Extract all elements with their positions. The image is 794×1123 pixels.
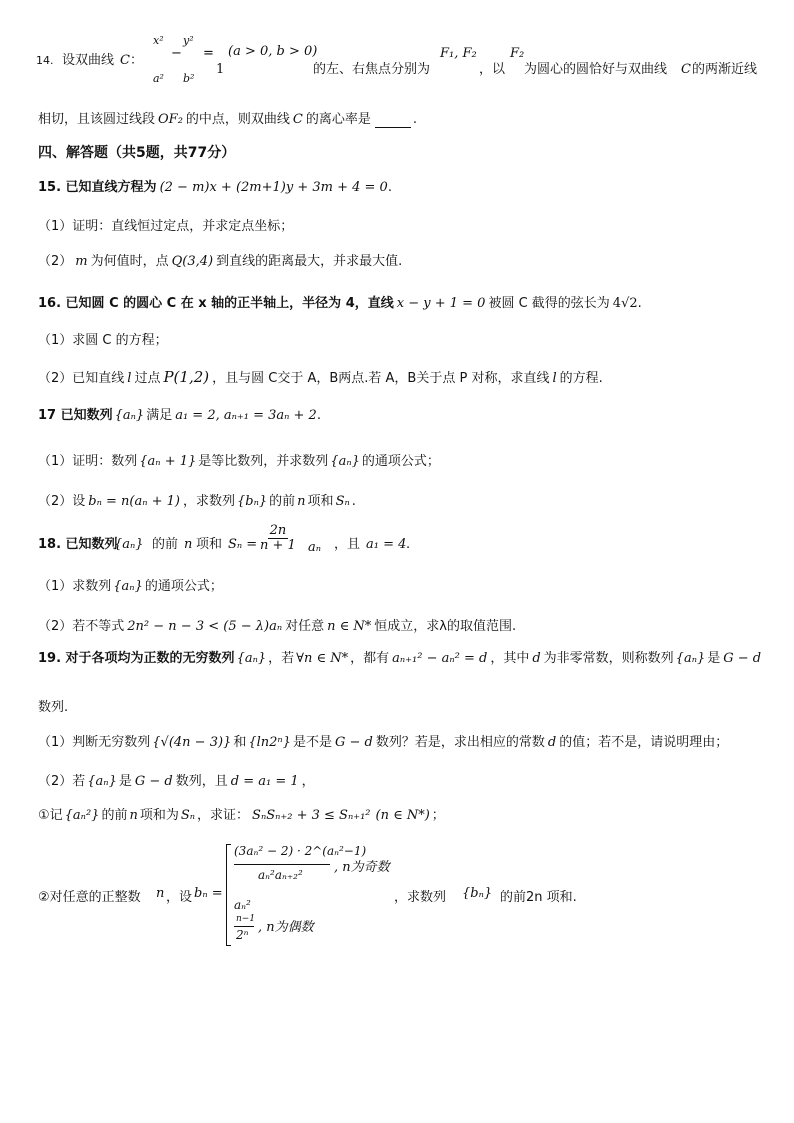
q17-p2-s: Sₙ [335, 494, 350, 509]
q19-p2-end: ， [301, 774, 315, 789]
q19-p1-gd: G − d [334, 735, 373, 750]
q14-number: 14. [36, 54, 54, 67]
q18-p2-end: 恒成立，求λ的取值范围. [374, 619, 517, 634]
q16-part1: （1）求圆 C 的方程； [38, 333, 168, 348]
q15-stem [38, 180, 392, 196]
q18-frac-num: 2n [269, 523, 287, 538]
q14-frac2-den: b² [183, 72, 195, 85]
q18-stem-mid3: ，且 [334, 537, 361, 552]
q19-c1-n: n [129, 808, 138, 823]
q17-p1-pre: （1）证明：数列 [38, 454, 138, 469]
q19-c1-seq: {aₙ²} [64, 808, 100, 823]
q19-claim1 [38, 808, 445, 824]
q14-answer-blank [375, 115, 411, 128]
q16-p2-l2: l [552, 371, 557, 386]
q19-c1-ineq: SₙSₙ₊₂ + 3 ≤ Sₙ₊₁² [252, 808, 371, 823]
q16-p2-l: l [127, 371, 132, 386]
q18-stem-mid: 的前 [152, 537, 179, 552]
q14-frac2-num: y² [183, 34, 194, 47]
q18-stem-mid2: 项和 [196, 537, 223, 552]
q19-p2-mid: 是 [118, 774, 132, 789]
q18-p2-mid: 对任意 [285, 619, 325, 634]
q19-p2-seq: {aₙ} [87, 774, 117, 789]
q18-part2 [38, 619, 516, 635]
q19-c2-end-pre: ，求数列 [394, 890, 447, 905]
q18-an: aₙ [308, 540, 322, 555]
q19-c1-mid: 的前 [101, 808, 128, 823]
q18-p2-cond: n ∈ N* [327, 619, 372, 634]
q16-part2 [38, 368, 603, 387]
q19-line2: 数列. [38, 700, 69, 715]
q15-part1: （1）证明：直线恒过定点，并求定点坐标； [38, 219, 294, 234]
q14-mid: 的左、右焦点分别为 [313, 62, 431, 77]
q18-stem-pre: 18. 已知数列 [38, 537, 118, 552]
q19-part2 [38, 774, 315, 790]
q17-p2-mid2: 的前 [269, 494, 296, 509]
q14-tail-c: C [681, 62, 691, 77]
q17-stem [38, 408, 321, 424]
q19-c1-pre: ①记 [38, 808, 63, 823]
q17-p2-pre: （2）设 [38, 494, 86, 509]
q18-p2-pre: （2）若不等式 [38, 619, 125, 634]
q15-stem-end: . [387, 180, 392, 195]
q18-s-lhs: Sₙ = [228, 537, 258, 552]
q17-p1-seq2: {aₙ} [330, 454, 360, 469]
q19-p1-pre: （1）判断无穷数列 [38, 735, 151, 750]
q17-part1 [38, 454, 440, 470]
q19-piecewise-brace [226, 844, 231, 946]
q14-frac1-den: a² [153, 72, 164, 85]
q14-tail2: 的两渐近线 [692, 62, 758, 77]
q19-c2-end: 的前2n 项和. [500, 890, 577, 905]
q17-p1-mid: 是等比数列，并求数列 [198, 454, 329, 469]
section-title: 四、解答题（共5题，共77分） [38, 145, 236, 161]
q17-p2-mid3: 项和 [307, 494, 334, 509]
q19-p1-d: d [547, 735, 557, 750]
q18-p2-math: 2n² − n − 3 < (5 − λ)aₙ [127, 619, 283, 634]
q19-p1-end: 的值；若不是，请说明理由； [559, 735, 729, 750]
q14-c: C [120, 53, 130, 68]
q16-stem-math: x − y + 1 = 0 [396, 296, 486, 311]
q18-seq: {aₙ} [114, 537, 144, 552]
q19-stem-mid2: ，都有 [350, 651, 390, 666]
q16-p2-mid: 过点 [134, 371, 161, 386]
q14-line2 [38, 112, 417, 128]
q17-p2-math: bₙ = n(aₙ + 1) [88, 494, 180, 509]
q19-c1-mid3: ，求证： [197, 808, 250, 823]
q18-frac [258, 524, 298, 554]
q19-c1-end: ； [431, 808, 445, 823]
q16-p2-end2: 的方程. [559, 371, 603, 386]
q19-c1-cond: (n ∈ N*) [375, 808, 430, 823]
q14-frac1-num: x² [153, 34, 164, 47]
q14-f12: F₁, F₂ [440, 46, 477, 61]
q16-p2-p: P(1,2) [163, 368, 210, 386]
q19-stem-mid3: ，其中 [490, 651, 530, 666]
q19-c1-mid2: 项和为 [139, 808, 179, 823]
q14-cond: (a > 0, b > 0) [228, 44, 318, 59]
q17-p2-n: n [297, 494, 306, 509]
q17-p2-seq: {bₙ} [237, 494, 268, 509]
q15-stem-pre: 15. 已知直线方程为 [38, 180, 157, 195]
q17-stem-mid: 满足 [146, 408, 173, 423]
q19-p1-and: 和 [233, 735, 247, 750]
q19-cond: aₙ₊₁² − aₙ² = d [392, 651, 488, 666]
q14-minus: − [171, 46, 182, 61]
q19-c1-s: Sₙ [180, 808, 196, 823]
q19-case2-den: 2ⁿ [236, 928, 249, 942]
q17-stem-end: . [316, 408, 321, 423]
q19-claim2 [38, 842, 778, 952]
q19-c2-seq: {bₙ} [462, 886, 493, 901]
q16-stem-mid: 被圆 C 截得的弦长为 [488, 296, 610, 311]
q15-p2-m: m [75, 254, 88, 269]
q14-line2-pre: 相切，且该圆过线段 [38, 112, 156, 127]
q17-seq: {aₙ} [114, 408, 145, 423]
q17-stem-pre: 17 已知数列 [38, 408, 113, 423]
q14-line2-c: C [292, 112, 303, 127]
q19-c2-b: bₙ = [194, 886, 223, 901]
q16-stem-end: . [637, 296, 642, 311]
q19-case1-num: (3aₙ² − 2) · 2^(aₙ²−1) [234, 844, 367, 858]
q19-case2-bar [234, 926, 254, 927]
q19-case1-cond: , n为奇数 [334, 860, 390, 875]
q14-pre: 设双曲线 [62, 53, 115, 68]
q19-case1-bar [234, 864, 330, 865]
q19-d: d [532, 651, 541, 666]
q19-stem-mid4: 为非零常数，则称数列 [543, 651, 674, 666]
q19-p1-seq1: {√(4n − 3)} [152, 735, 232, 750]
q14-line2-post: 的中点，则双曲线 [185, 112, 290, 127]
q15-p2-pre: （2） [38, 254, 73, 269]
q19-stem-pre: 19. 对于各项均为正数的无穷数列 [38, 651, 235, 666]
q15-p2-mid: 为何值时，点 [90, 254, 169, 269]
q14-eq: = [203, 46, 214, 61]
q19-part1 [38, 735, 728, 751]
q18-part1 [38, 579, 223, 595]
q17-stem-math: a₁ = 2, aₙ₊₁ = 3aₙ + 2 [175, 408, 317, 423]
q14-colon: ： [130, 53, 144, 68]
q19-stem [38, 651, 761, 667]
q19-case2-sup: n−1 [236, 914, 256, 924]
q17-p1-end: 的通项公式； [361, 454, 440, 469]
q17-p2-mid: ，求数列 [183, 494, 236, 509]
q14-mid2: ，以 [479, 62, 506, 77]
q17-p1-seq: {aₙ + 1} [139, 454, 197, 469]
q19-c2-mid: ，设 [166, 890, 193, 905]
q15-p2-end: 到直线的距离最大，并求最大值. [216, 254, 403, 269]
q15-p2-q: Q(3,4) [171, 254, 214, 269]
q16-stem-pre: 16. 已知圆 C 的圆心 C 在 x 轴的正半轴上，半径为 4，直线 [38, 296, 394, 311]
q19-p2-cond: d = a₁ = 1 [230, 774, 299, 789]
q18-frac-den: n + 1 [260, 538, 296, 554]
q19-p2-pre: （2）若 [38, 774, 86, 789]
q19-case2-num: aₙ² [234, 898, 251, 912]
q14-f2: F₂ [510, 46, 525, 61]
q19-stem-mid5: 是 [707, 651, 721, 666]
q19-p1-seq2: {ln2ⁿ} [248, 735, 291, 750]
q18-n: n [184, 537, 193, 552]
q19-stem-mid: ，若 [268, 651, 295, 666]
q18-p1-seq: {aₙ} [113, 579, 143, 594]
q19-p1-mid2: 数列？若是，求出相应的常数 [375, 735, 545, 750]
q18-stem-end: . [406, 537, 411, 552]
q19-p1-mid: 是不是 [292, 735, 332, 750]
q15-part2 [38, 254, 402, 270]
q18-p1-end: 的通项公式； [144, 579, 223, 594]
q16-stem-val: 4√2 [612, 296, 638, 311]
q18-a1: a₁ = 4 [366, 537, 407, 552]
q19-c2-n: n [156, 886, 165, 901]
q19-p2-mid2: 数列，且 [175, 774, 228, 789]
q19-p2-gd: G − d [134, 774, 173, 789]
q16-p2-end: ，且与圆 C交于 A，B两点.若 A，B关于点 P 对称，求直线 [212, 371, 550, 386]
q16-stem [38, 296, 642, 312]
q19-seq: {aₙ} [236, 651, 267, 666]
q14-line2-dot: . [412, 112, 418, 127]
q19-c2-pre: ②对任意的正整数 [38, 890, 141, 905]
q19-forall: ∀n ∈ N* [296, 651, 349, 666]
q18-p1-pre: （1）求数列 [38, 579, 112, 594]
q19-case2-cond: , n为偶数 [258, 920, 314, 935]
q15-stem-math: (2 − m)x + (2m+1)y + 3m + 4 = 0 [159, 180, 388, 195]
q19-seq2: {aₙ} [675, 651, 706, 666]
q14-tail: 为圆心的圆恰好与双曲线 [524, 62, 668, 77]
q14-of2: OF₂ [158, 112, 183, 127]
q17-part2 [38, 494, 356, 510]
q16-p2-pre: （2）已知直线 [38, 371, 125, 386]
q17-p2-end: . [351, 494, 356, 509]
q19-case1-den: aₙ²aₙ₊₂² [258, 868, 303, 882]
q14-one: 1 [216, 62, 225, 77]
q14-line2-end: 的离心率是 [305, 112, 371, 127]
q19-gd: G − d [723, 651, 762, 666]
